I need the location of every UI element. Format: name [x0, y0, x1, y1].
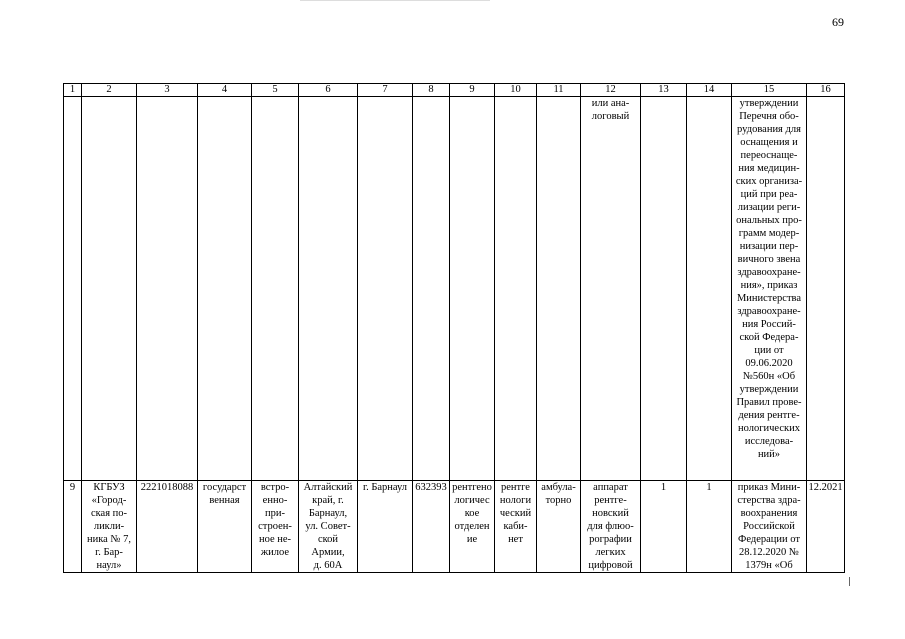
table-cell — [537, 97, 581, 481]
quantity-value: 1 — [706, 482, 712, 493]
table-cell — [495, 97, 537, 481]
column-number: 2 — [82, 84, 137, 97]
column-number: 14 — [687, 84, 732, 97]
table-cell — [807, 97, 845, 481]
column-number: 9 — [450, 84, 495, 97]
column-number: 12 — [581, 84, 641, 97]
date-text: 12.2021 — [808, 482, 843, 493]
care-mode-cell — [537, 481, 581, 573]
address-text: Алтайский край, г. Барнаул, ул. Совет- ской Армии, д. 60А — [303, 482, 353, 571]
equipment-text: аппарат рентге- новский для флюо- рографии легких цифровой — [587, 482, 634, 571]
scan-edge-mark — [849, 577, 850, 586]
table-cell — [413, 97, 450, 481]
table-cell — [687, 97, 732, 481]
column-number: 10 — [495, 84, 537, 97]
quantity-cell — [641, 481, 687, 573]
column-number: 3 — [137, 84, 198, 97]
inn-cell — [137, 481, 198, 573]
equipment-cell — [581, 481, 641, 573]
column-number: 11 — [537, 84, 581, 97]
page-number: 69 — [832, 15, 844, 29]
department-text: рентгено логичес кое отделен ие — [452, 482, 492, 545]
table-cell — [137, 97, 198, 481]
column-number: 15 — [732, 84, 807, 97]
column-number: 1 — [64, 84, 82, 97]
table-cell — [450, 97, 495, 481]
premises-cell — [252, 481, 299, 573]
table-cell — [64, 97, 82, 481]
table-cell — [358, 97, 413, 481]
address-cell — [299, 481, 358, 573]
table-cell — [82, 97, 137, 481]
care-mode-text: амбула- торно — [541, 482, 576, 506]
date-cell — [807, 481, 845, 573]
column-number: 6 — [299, 84, 358, 97]
room-text: рентге нологи ческий каби- нет — [499, 482, 532, 545]
column-number: 13 — [641, 84, 687, 97]
organization-name: КГБУЗ «Город- ская по- ликли- ника № 7, г. Бар- наул» — [87, 482, 131, 571]
column-number: 4 — [198, 84, 252, 97]
row-number: 9 — [69, 482, 76, 493]
ownership-cell — [198, 481, 252, 573]
organization-cell — [82, 481, 137, 573]
postcode-text: 632393 — [415, 482, 447, 493]
legal-basis-text: приказ Мини- стерства здра- воохранения Российской Федерации от 28.12.2020 № 1379н «Об — [737, 482, 801, 571]
quantity-cell — [687, 481, 732, 573]
table-cell — [198, 97, 252, 481]
column-number: 16 — [807, 84, 845, 97]
column-number-row — [64, 84, 845, 97]
column-number: 7 — [358, 84, 413, 97]
continued-row — [64, 97, 845, 481]
ownership-type: государст венная — [202, 482, 247, 506]
room-cell — [495, 481, 537, 573]
column-number: 5 — [252, 84, 299, 97]
city-text: г. Барнаул — [362, 482, 408, 493]
legal-basis-text: утверждении Перечня обо- рудования для оснащения и переоснаще- ния медицин- ских организа- ций при реа- лизации реги- ональных про- грамм модер- низации пер- вичного звена здравоохране- ния», приказ Министерства здравоохране- ния Россий- ской Федера- ции от 09.06.2020 №560н «Об утверждении Правил прове- дения рентге- нологических исследова- ний» — [735, 98, 803, 460]
equipment-type-text: или ана- логовый — [591, 98, 630, 122]
department-cell — [450, 481, 495, 573]
quantity-value: 1 — [660, 482, 667, 493]
city-cell — [358, 481, 413, 573]
column-number: 8 — [413, 84, 450, 97]
equipment-type-cell — [581, 97, 641, 481]
register-table — [63, 83, 845, 573]
scan-edge-mark — [300, 0, 490, 1]
table-cell — [641, 97, 687, 481]
table-cell — [252, 97, 299, 481]
legal-basis-cell — [732, 481, 807, 573]
premises-type: встро- енно- при- строен- ное не- жилое — [258, 482, 292, 558]
legal-basis-cell — [732, 97, 807, 481]
inn-value: 2221018088 — [140, 482, 194, 493]
table-row — [64, 481, 845, 573]
postcode-cell — [413, 481, 450, 573]
table-cell — [299, 97, 358, 481]
row-number-cell — [64, 481, 82, 573]
